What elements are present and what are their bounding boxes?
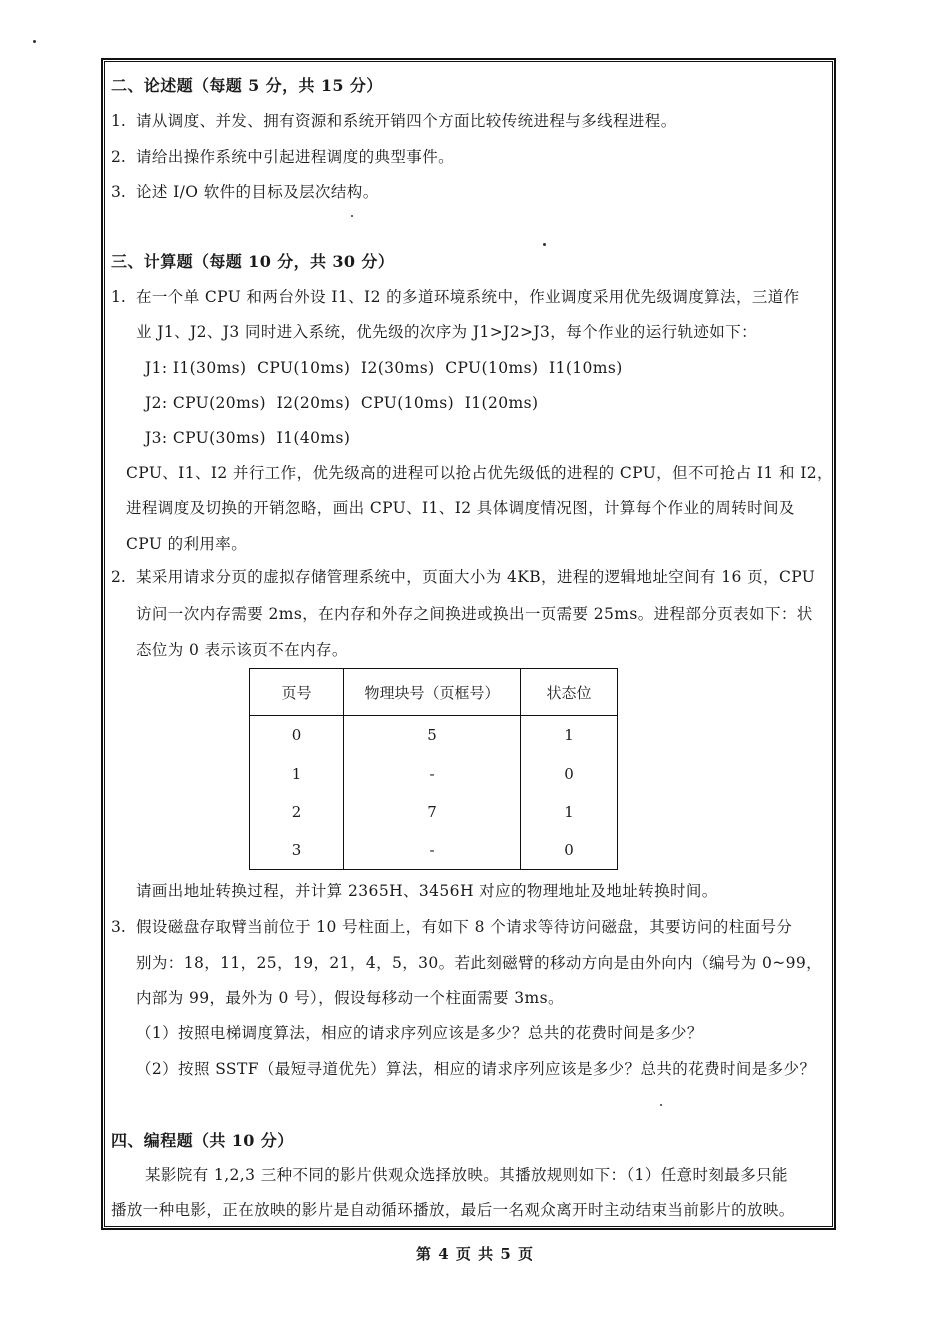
table-cell: 1: [250, 754, 344, 792]
section-heading-programming: 四、编程题（共 10 分）: [111, 1131, 294, 1150]
question-text: 论述 I/O 软件的目标及层次结构。: [136, 183, 379, 201]
scan-speck: [543, 243, 546, 246]
question-text: 进程调度及切换的开销忽略，画出 CPU、I1、I2 具体调度情况图，计算每个作业的周转时间及: [126, 499, 795, 517]
question-text: 在一个单 CPU 和两台外设 I1、I2 的多道环境系统中，作业调度采用优先级调度算法，三道作: [136, 288, 800, 306]
question-text: 访问一次内存需要 2ms，在内存和外存之间换进或换出一页需要 25ms。进程部分页表如下：状: [136, 605, 813, 623]
question-number: 3.: [111, 183, 126, 201]
table-header-frame-number: 物理块号（页框号）: [344, 669, 521, 716]
table-cell: 0: [521, 831, 618, 870]
question-text: 业 J1、J2、J3 同时进入系统，优先级的次序为 J1>J2>J3，每个作业的运行轨迹如下：: [136, 323, 758, 341]
job-trace-j3: J3: CPU(30ms) I1(40ms): [145, 429, 351, 447]
scan-speck: [33, 40, 36, 43]
table-cell: 3: [250, 831, 344, 870]
question-number: 2.: [111, 148, 126, 166]
page-table: [249, 668, 618, 870]
table-cell: -: [344, 754, 521, 792]
question-text: CPU、I1、I2 并行工作，优先级高的进程可以抢占优先级低的进程的 CPU，但不可抢占 I1 和 I2，: [126, 464, 833, 482]
sub-question: （1）按照电梯调度算法，相应的请求序列应该是多少？总共的花费时间是多少？: [136, 1024, 703, 1042]
question-text: 请从调度、并发、拥有资源和系统开销四个方面比较传统进程与多线程进程。: [136, 112, 677, 130]
table-row: [250, 793, 618, 831]
table-cell: 2: [250, 793, 344, 831]
question-text: CPU 的利用率。: [126, 535, 248, 553]
table-cell: 1: [521, 716, 618, 755]
question-text: 某影院有 1,2,3 三种不同的影片供观众选择放映。其播放规则如下：（1）任意时刻最多只能: [145, 1166, 788, 1184]
table-cell: 0: [521, 754, 618, 792]
table-cell: 1: [521, 793, 618, 831]
page-footer: 第 4 页 共 5 页: [416, 1245, 534, 1263]
section-heading-essay: 二、论述题（每题 5 分，共 15 分）: [111, 76, 383, 95]
table-row: [250, 831, 618, 870]
question-text: 内部为 99，最外为 0 号），假设每移动一个柱面需要 3ms。: [136, 989, 564, 1007]
question-text: 播放一种电影，正在放映的影片是自动循环播放，最后一名观众离开时主动结束当前影片的放映。: [111, 1201, 795, 1219]
question-text: 假设磁盘存取臂当前位于 10 号柱面上，有如下 8 个请求等待访问磁盘，其要访问的柱面号分: [136, 918, 793, 936]
job-trace-j2: J2: CPU(20ms) I2(20ms) CPU(10ms) I1(20ms): [145, 394, 539, 412]
scan-speck: [660, 1104, 662, 1106]
question-number: 1.: [111, 112, 126, 130]
table-header-page-number: 页号: [250, 669, 344, 716]
question-number: 2.: [111, 568, 126, 586]
question-text: 请画出地址转换过程，并计算 2365H、3456H 对应的物理地址及地址转换时间。: [136, 882, 718, 900]
table-row: [250, 716, 618, 755]
table-cell: -: [344, 831, 521, 870]
scan-speck: [351, 215, 353, 217]
question-number: 3.: [111, 918, 126, 936]
table-cell: 5: [344, 716, 521, 755]
question-text: 请给出操作系统中引起进程调度的典型事件。: [136, 148, 455, 166]
question-text: 某采用请求分页的虚拟存储管理系统中，页面大小为 4KB，进程的逻辑地址空间有 16 页，CPU: [136, 568, 816, 586]
question-text: 态位为 0 表示该页不在内存。: [136, 641, 348, 659]
question-text: 别为：18，11，25，19，21，4，5，30。若此刻磁臂的移动方向是由外向内（编号为 0~99，: [136, 954, 823, 972]
table-cell: 0: [250, 716, 344, 755]
table-header-status-bit: 状态位: [521, 669, 618, 716]
section-heading-calculation: 三、计算题（每题 10 分，共 30 分）: [111, 252, 395, 271]
question-number: 1.: [111, 288, 126, 306]
job-trace-j1: J1: I1(30ms) CPU(10ms) I2(30ms) CPU(10ms) I1(10ms): [145, 359, 623, 377]
sub-question: （2）按照 SSTF（最短寻道优先）算法，相应的请求序列应该是多少？总共的花费时间是多少？: [136, 1060, 816, 1078]
table-cell: 7: [344, 793, 521, 831]
table-row: [250, 754, 618, 792]
